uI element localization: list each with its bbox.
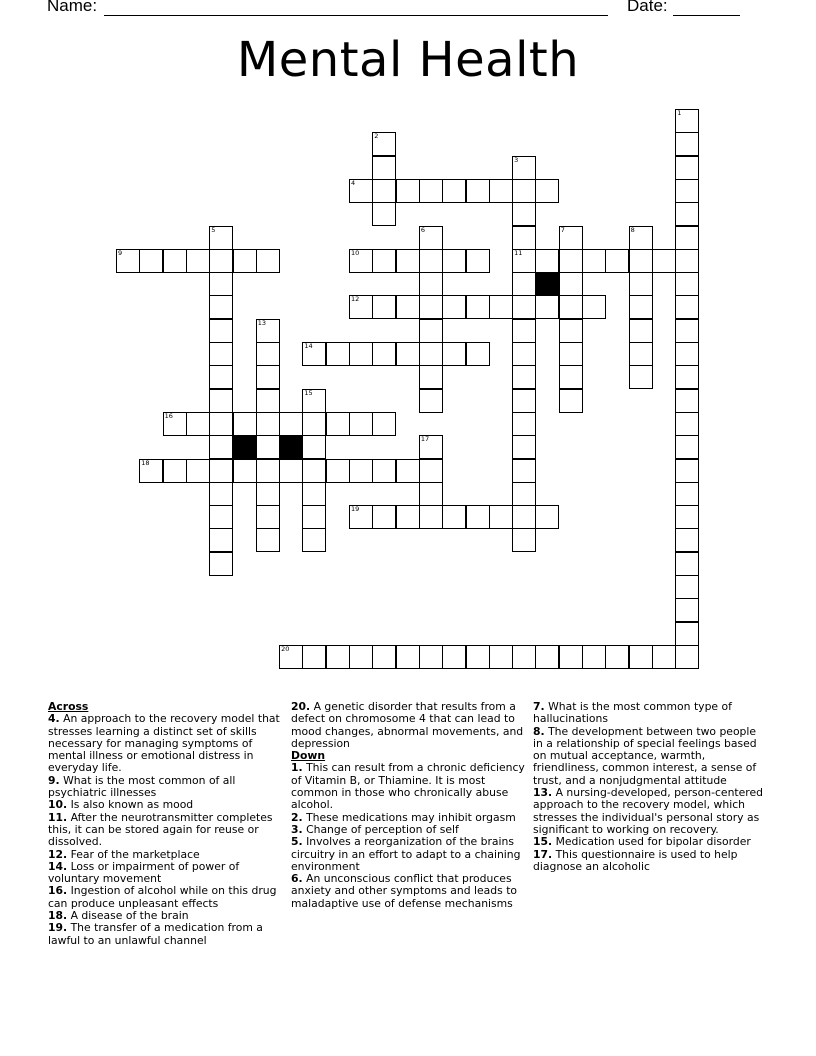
- clue-down-6: 6. An unconscious conflict that produces anxiety and other symptoms and leads to maladaptive use of defense mechanisms: [291, 872, 518, 910]
- clues-column-2: [291, 701, 525, 910]
- crossword-cell[interactable]: [675, 272, 699, 296]
- crossword-cell[interactable]: [419, 505, 443, 529]
- crossword-cell[interactable]: [512, 272, 536, 296]
- crossword-cell[interactable]: [302, 459, 326, 483]
- crossword-cell[interactable]: [629, 319, 653, 343]
- crossword-cell[interactable]: [419, 319, 443, 343]
- crossword-cell[interactable]: [675, 528, 699, 552]
- crossword-cell[interactable]: [466, 249, 490, 273]
- crossword-cell[interactable]: [675, 179, 699, 203]
- clue-across-11: 11. After the neurotransmitter completes this, it can be stored again for reuse or dissolved.: [48, 810, 273, 849]
- crossword-cell[interactable]: [675, 482, 699, 506]
- clue-number: 20: [281, 644, 290, 653]
- crossword-cell[interactable]: [675, 109, 699, 133]
- crossword-cell[interactable]: [512, 505, 536, 529]
- crossword-cell[interactable]: [372, 342, 396, 366]
- crossword-cell[interactable]: [605, 645, 629, 669]
- crossword-cell[interactable]: [512, 156, 536, 180]
- crossword-cell[interactable]: [512, 435, 536, 459]
- crossword-cell[interactable]: [512, 459, 536, 483]
- crossword-cell[interactable]: [279, 645, 303, 669]
- crossword-cell[interactable]: [256, 505, 280, 529]
- crossword-cell[interactable]: [209, 389, 233, 413]
- crossword-cell[interactable]: [466, 295, 490, 319]
- crossword-cell[interactable]: [186, 459, 210, 483]
- crossword-cell[interactable]: [489, 505, 513, 529]
- clue-number: 1: [677, 109, 682, 117]
- crossword-cell[interactable]: [675, 132, 699, 156]
- crossword-cell[interactable]: [582, 249, 606, 273]
- crossword-cell[interactable]: [675, 412, 699, 436]
- crossword-black-cell: [233, 435, 257, 459]
- crossword-cell[interactable]: [209, 342, 233, 366]
- crossword-cell[interactable]: [256, 528, 280, 552]
- crossword-cell[interactable]: [302, 482, 326, 506]
- clue-down-13: 13. A nursing-developed, person-centered approach to the recovery model, which stresses the individual's personal story as significant to working on recovery.: [533, 786, 763, 836]
- crossword-cell[interactable]: [372, 202, 396, 226]
- clue-down-7: 7. What is the most common type of hallucinations: [533, 700, 732, 726]
- clue-down-17: 17. This questionnaire is used to help diagnose an alcoholic: [533, 847, 738, 873]
- crossword-cell[interactable]: [419, 435, 443, 459]
- across-heading: Across: [48, 700, 89, 713]
- crossword-cell[interactable]: [139, 459, 163, 483]
- crossword-cell[interactable]: [116, 249, 140, 273]
- crossword-cell[interactable]: [139, 249, 163, 273]
- crossword-cell[interactable]: [349, 645, 373, 669]
- crossword-black-cell: [535, 272, 559, 296]
- crossword-cell[interactable]: [629, 272, 653, 296]
- clue-number: 14: [304, 342, 313, 350]
- crossword-cell[interactable]: [396, 295, 420, 319]
- clue-across-20: 20. A genetic disorder that results from a defect on chromosome 4 that can lead to mood changes, abnormal movements, and depression: [291, 700, 524, 750]
- crossword-cell[interactable]: [489, 645, 513, 669]
- clues-column-3: [533, 701, 769, 873]
- crossword-cell[interactable]: [349, 342, 373, 366]
- crossword-cell[interactable]: [512, 365, 536, 389]
- clue-down-2: 2. These medications may inhibit orgasm: [291, 810, 516, 824]
- clue-down-5: 5. Involves a reorganization of the brains circuitry in an effort to adapt to a chaining environment: [291, 835, 521, 873]
- crossword-cell[interactable]: [512, 645, 536, 669]
- crossword-cell[interactable]: [233, 459, 257, 483]
- clue-number: 17: [420, 435, 430, 444]
- crossword-cell[interactable]: [233, 412, 257, 436]
- crossword-cell[interactable]: [326, 645, 350, 669]
- crossword-cell[interactable]: [372, 459, 396, 483]
- crossword-cell[interactable]: [559, 249, 583, 273]
- crossword-cell[interactable]: [209, 365, 233, 389]
- crossword-cell[interactable]: [535, 179, 559, 203]
- crossword-cell[interactable]: [559, 319, 583, 343]
- clue-number: 13: [257, 318, 267, 327]
- crossword-cell[interactable]: [535, 505, 559, 529]
- clue-across-14: 14. Loss or impairment of power of voluntary movement: [48, 859, 240, 886]
- crossword-cell[interactable]: [512, 342, 536, 366]
- crossword-cell[interactable]: [256, 249, 280, 273]
- crossword-cell[interactable]: [256, 389, 280, 413]
- crossword-cell[interactable]: [256, 412, 280, 436]
- clue-number: 11: [514, 248, 523, 257]
- crossword-cell[interactable]: [675, 249, 699, 273]
- date-label: Date:: [627, 0, 668, 15]
- crossword-cell[interactable]: [605, 249, 629, 273]
- clue-number: 7: [560, 225, 565, 234]
- crossword-cell[interactable]: [419, 389, 443, 413]
- clue-number: 6: [420, 225, 426, 234]
- down-heading: Down: [291, 749, 326, 763]
- crossword-cell[interactable]: [629, 295, 653, 319]
- crossword-cell[interactable]: [326, 412, 350, 436]
- crossword-cell[interactable]: [209, 249, 233, 273]
- crossword-cell[interactable]: [163, 249, 187, 273]
- crossword-cell[interactable]: [442, 645, 466, 669]
- crossword-cell[interactable]: [163, 412, 187, 436]
- crossword-cell[interactable]: [302, 389, 326, 413]
- crossword-cell[interactable]: [675, 365, 699, 389]
- crossword-cell[interactable]: [675, 226, 699, 250]
- crossword-cell[interactable]: [559, 272, 583, 296]
- crossword-cell[interactable]: [233, 249, 257, 273]
- crossword-cell[interactable]: [302, 412, 326, 436]
- crossword-cell[interactable]: [442, 342, 466, 366]
- clue-across-12: 12. Fear of the marketplace: [48, 847, 200, 861]
- crossword-cell[interactable]: [675, 156, 699, 180]
- clue-number: 19: [351, 505, 360, 514]
- crossword-cell[interactable]: [559, 226, 583, 250]
- crossword-cell[interactable]: [675, 202, 699, 226]
- clue-number: 12: [351, 295, 360, 304]
- crossword-cell[interactable]: [489, 179, 513, 203]
- crossword-cell[interactable]: [326, 342, 350, 366]
- crossword-cell[interactable]: [419, 249, 443, 273]
- crossword-cell[interactable]: [396, 249, 420, 273]
- crossword-cell[interactable]: [675, 622, 699, 646]
- clue-across-4: 4. An approach to the recovery model that stresses learning a distinct set of skills necessary for managing symptoms of mental illness or emotional distress in everyday life.: [48, 712, 280, 775]
- crossword-cell[interactable]: [209, 272, 233, 296]
- clue-number: 9: [118, 248, 123, 257]
- crossword-cell[interactable]: [396, 505, 420, 529]
- crossword-cell[interactable]: [629, 226, 653, 250]
- crossword-cell[interactable]: [372, 132, 396, 156]
- crossword-cell[interactable]: [279, 459, 303, 483]
- crossword-cell[interactable]: [419, 482, 443, 506]
- crossword-cell[interactable]: [419, 226, 443, 250]
- clues-column-1: [48, 701, 282, 947]
- crossword-cell[interactable]: [629, 249, 653, 273]
- crossword-cell[interactable]: [256, 482, 280, 506]
- crossword-cell[interactable]: [582, 295, 606, 319]
- crossword-black-cell: [279, 435, 303, 459]
- crossword-cell[interactable]: [675, 342, 699, 366]
- crossword-cell[interactable]: [535, 249, 559, 273]
- crossword-cell[interactable]: [209, 505, 233, 529]
- crossword-cell[interactable]: [209, 482, 233, 506]
- crossword-cell[interactable]: [326, 459, 350, 483]
- crossword-cell[interactable]: [372, 156, 396, 180]
- crossword-cell[interactable]: [675, 645, 699, 669]
- crossword-cell[interactable]: [466, 179, 490, 203]
- crossword-cell[interactable]: [349, 249, 373, 273]
- crossword-cell[interactable]: [512, 226, 536, 250]
- crossword-cell[interactable]: [186, 249, 210, 273]
- clue-number: 3: [514, 155, 519, 164]
- crossword-cell[interactable]: [535, 645, 559, 669]
- crossword-cell[interactable]: [559, 295, 583, 319]
- crossword-cell[interactable]: [209, 435, 233, 459]
- crossword-cell[interactable]: [652, 645, 676, 669]
- crossword-cell[interactable]: [372, 412, 396, 436]
- name-label: Name:: [47, 0, 98, 15]
- crossword-cell[interactable]: [419, 459, 443, 483]
- crossword-cell[interactable]: [279, 412, 303, 436]
- crossword-cell[interactable]: [302, 645, 326, 669]
- crossword-cell[interactable]: [675, 319, 699, 343]
- crossword-cell[interactable]: [372, 295, 396, 319]
- crossword-cell[interactable]: [209, 459, 233, 483]
- crossword-cell[interactable]: [349, 179, 373, 203]
- crossword-cell[interactable]: [349, 459, 373, 483]
- clue-across-18: 18. A disease of the brain: [48, 909, 189, 923]
- clue-down-1: 1. This can result from a chronic deficiency of Vitamin B, or Thiamine. It is most common in those who chronically abuse alcohol.: [291, 761, 525, 812]
- crossword-cell[interactable]: [512, 202, 536, 226]
- crossword-cell[interactable]: [512, 295, 536, 319]
- crossword-cell[interactable]: [419, 295, 443, 319]
- crossword-cell[interactable]: [466, 645, 490, 669]
- crossword-cell[interactable]: [419, 179, 443, 203]
- crossword-cell[interactable]: [372, 249, 396, 273]
- crossword-cell[interactable]: [675, 435, 699, 459]
- crossword-cell[interactable]: [396, 342, 420, 366]
- crossword-cell[interactable]: [163, 459, 187, 483]
- crossword-cell[interactable]: [372, 179, 396, 203]
- crossword-cell[interactable]: [512, 249, 536, 273]
- crossword-cell[interactable]: [675, 598, 699, 622]
- crossword-cell[interactable]: [512, 319, 536, 343]
- crossword-cell[interactable]: [629, 342, 653, 366]
- crossword-cell[interactable]: [256, 459, 280, 483]
- crossword-cell[interactable]: [302, 435, 326, 459]
- crossword-cell[interactable]: [372, 505, 396, 529]
- clue-number: 16: [164, 411, 173, 420]
- crossword-cell[interactable]: [349, 412, 373, 436]
- crossword-cell[interactable]: [442, 505, 466, 529]
- clue-across-19: 19. The transfer of a medication from a lawful to an unlawful channel: [48, 921, 263, 947]
- clue-number: 2: [374, 132, 379, 141]
- clue-across-10: 10. Is also known as mood: [48, 798, 194, 812]
- crossword-cell[interactable]: [512, 389, 536, 413]
- crossword-cell[interactable]: [489, 295, 513, 319]
- crossword-cell[interactable]: [442, 249, 466, 273]
- crossword-cell[interactable]: [396, 459, 420, 483]
- crossword-cell[interactable]: [349, 295, 373, 319]
- page-title: Mental Health: [236, 32, 580, 88]
- crossword-cell[interactable]: [209, 295, 233, 319]
- crossword-cell[interactable]: [419, 365, 443, 389]
- clue-number: 10: [351, 248, 360, 257]
- crossword-cell[interactable]: [675, 575, 699, 599]
- clue-down-3: 3. Change of perception of self: [291, 822, 459, 836]
- crossword-cell[interactable]: [442, 179, 466, 203]
- crossword-cell[interactable]: [396, 179, 420, 203]
- clue-number: 5: [211, 225, 216, 234]
- crossword-cell[interactable]: [372, 645, 396, 669]
- crossword-cell[interactable]: [675, 459, 699, 483]
- crossword-cell[interactable]: [349, 505, 373, 529]
- crossword-cell[interactable]: [466, 342, 490, 366]
- crossword-cell[interactable]: [559, 645, 583, 669]
- clue-across-16: 16. Ingestion of alcohol while on this drug can produce unpleasant effects: [48, 884, 277, 910]
- crossword-cell[interactable]: [186, 412, 210, 436]
- crossword-cell[interactable]: [675, 295, 699, 319]
- crossword-cell[interactable]: [209, 412, 233, 436]
- clue-down-15: 15. Medication used for bipolar disorder: [533, 835, 751, 849]
- crossword-cell[interactable]: [256, 342, 280, 366]
- crossword-cell[interactable]: [442, 295, 466, 319]
- crossword-cell[interactable]: [209, 552, 233, 576]
- clue-number: 15: [304, 388, 313, 397]
- crossword-cell[interactable]: [419, 645, 443, 669]
- crossword-cell[interactable]: [209, 528, 233, 552]
- crossword-cell[interactable]: [209, 226, 233, 250]
- clue-number: 18: [141, 458, 150, 467]
- crossword-cell[interactable]: [559, 342, 583, 366]
- crossword-cell[interactable]: [512, 179, 536, 203]
- crossword-cell[interactable]: [302, 505, 326, 529]
- crossword-cell[interactable]: [419, 342, 443, 366]
- crossword-cell[interactable]: [559, 389, 583, 413]
- crossword-cell[interactable]: [466, 505, 490, 529]
- clue-across-9: 9. What is the most common of all psychiatric illnesses: [48, 773, 236, 800]
- crossword-cell[interactable]: [256, 365, 280, 389]
- clue-number: 4: [351, 178, 356, 187]
- crossword-cell[interactable]: [256, 319, 280, 343]
- crossword-cell[interactable]: [512, 482, 536, 506]
- crossword-cell[interactable]: [535, 295, 559, 319]
- crossword-cell[interactable]: [582, 645, 606, 669]
- crossword-cell[interactable]: [629, 645, 653, 669]
- crossword-cell[interactable]: [302, 342, 326, 366]
- crossword-cell[interactable]: [652, 249, 676, 273]
- crossword-cell[interactable]: [512, 412, 536, 436]
- crossword-cell[interactable]: [419, 272, 443, 296]
- crossword-cell[interactable]: [302, 528, 326, 552]
- clue-number: 8: [630, 225, 635, 234]
- crossword-cell[interactable]: [559, 365, 583, 389]
- crossword-cell[interactable]: [512, 528, 536, 552]
- crossword-cell[interactable]: [675, 552, 699, 576]
- crossword-cell[interactable]: [209, 319, 233, 343]
- crossword-cell[interactable]: [396, 645, 420, 669]
- crossword-cell[interactable]: [675, 389, 699, 413]
- crossword-cell[interactable]: [629, 365, 653, 389]
- crossword-cell[interactable]: [675, 505, 699, 529]
- clue-down-8: 8. The development between two people in a relationship of special feelings based on mutual acceptance, warmth, friendliness, common interest, a sense of trust, and a nonjudgmental attitude: [533, 724, 757, 787]
- crossword-cell[interactable]: [256, 435, 280, 459]
